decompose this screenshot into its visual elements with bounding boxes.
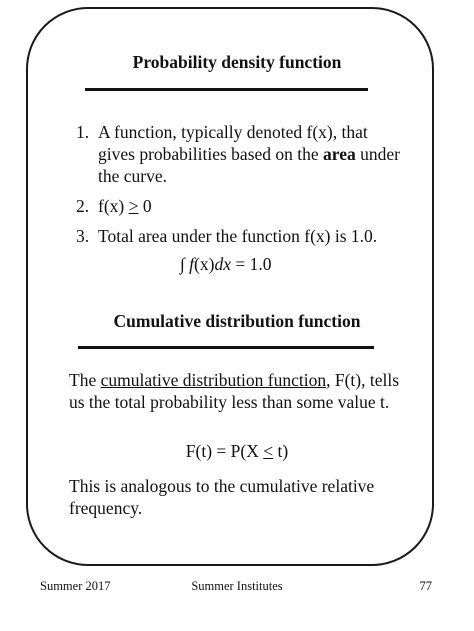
footer-date: Summer 2017 bbox=[40, 579, 111, 593]
cdf-term: cumulative distribution function bbox=[100, 370, 327, 390]
cdf-intro-text: , F(t), tells us the total probability less than some value t. bbox=[69, 370, 400, 412]
list-item bbox=[76, 121, 406, 187]
cdf-intro-text: The bbox=[69, 370, 101, 390]
item-text: A function, typically denoted f(x), that gives probabilities based on the bbox=[98, 122, 368, 164]
item-number: 2. bbox=[76, 196, 90, 216]
integral-argument: (x) bbox=[194, 254, 215, 274]
item-text: Total area under the function f(x) is 1.0. bbox=[98, 226, 378, 246]
item-text: f(x) bbox=[98, 196, 129, 216]
item-bold-term: area bbox=[323, 144, 356, 164]
item-text: 0 bbox=[138, 196, 152, 216]
list-item bbox=[76, 195, 406, 217]
pdf-heading-rule bbox=[85, 88, 368, 91]
footer-title: Summer Institutes bbox=[191, 579, 283, 593]
pdf-properties-list bbox=[76, 121, 406, 247]
cdf-heading-rule bbox=[78, 346, 374, 349]
item-number: 3. bbox=[76, 226, 90, 246]
pdf-heading: Probability density function bbox=[132, 52, 342, 72]
item-number: 1. bbox=[76, 122, 90, 142]
integral-equation bbox=[180, 254, 271, 275]
page-number: 77 bbox=[419, 579, 432, 593]
cdf-note: This is analogous to the cumulative relative frequency. bbox=[69, 476, 375, 518]
cdf-heading: Cumulative distribution function bbox=[113, 311, 361, 331]
item-underlined-symbol: > bbox=[128, 196, 139, 216]
integral-result: = 1.0 bbox=[235, 254, 272, 274]
formula-text: F(t) = P(X bbox=[185, 441, 264, 461]
integral-sign: ∫ bbox=[180, 254, 185, 274]
cdf-formula bbox=[0, 441, 474, 462]
formula-underlined-symbol: < bbox=[263, 441, 274, 461]
integral-differential: dx bbox=[214, 254, 231, 274]
item-text: under the curve. bbox=[98, 144, 400, 186]
cdf-intro bbox=[69, 369, 404, 413]
integral-function: f bbox=[189, 254, 195, 274]
list-item bbox=[76, 225, 406, 247]
formula-text: t) bbox=[273, 441, 289, 461]
